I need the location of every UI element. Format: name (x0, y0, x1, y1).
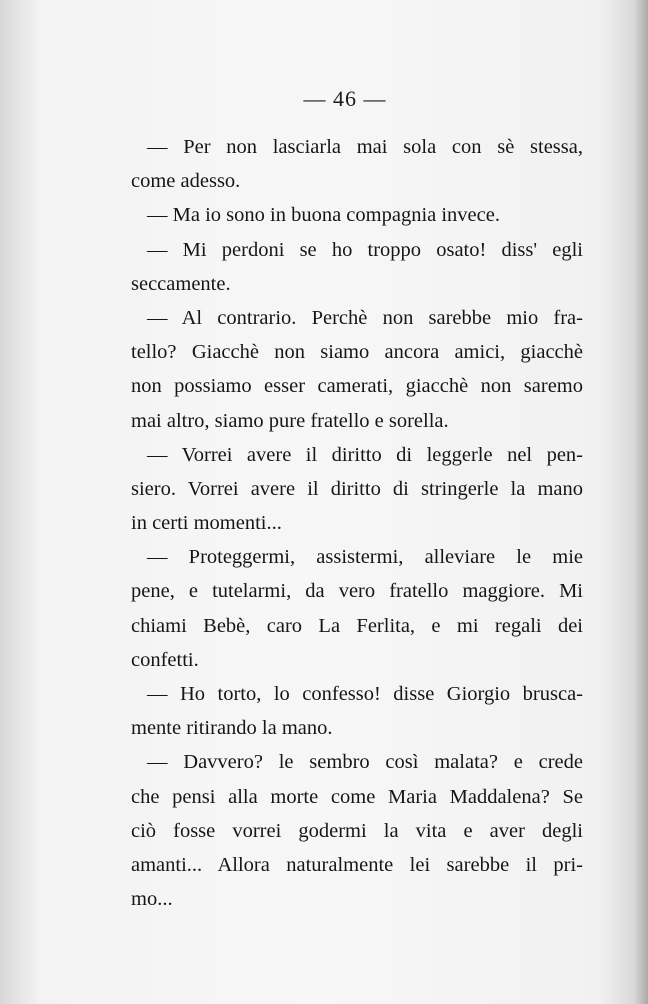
text-line: come adesso. (131, 170, 241, 193)
page-edge-shadow (634, 0, 648, 1004)
text-line: non possiamo esser camerati, giacchè non saremo (131, 375, 583, 398)
text-line: pene, e tutelarmi, da vero fratello maggiore. Mi (131, 580, 583, 603)
text-line: mai altro, siamo pure fratello e sorella. (131, 409, 449, 432)
text-line: — Proteggermi, assistermi, alleviare le mie (147, 546, 583, 569)
text-line: siero. Vorrei avere il diritto di stringerle la mano (131, 477, 583, 500)
text-line: ciò fosse vorrei godermi la vita e aver degli (131, 819, 583, 842)
text-line: mente ritirando la mano. (131, 717, 333, 740)
text-line: — Mi perdoni se ho troppo osato! diss' egli (147, 238, 583, 261)
text-line: confetti. (131, 648, 199, 671)
text-line: — Al contrario. Perchè non sarebbe mio fra- (147, 306, 583, 329)
text-line: — Vorrei avere il diritto di leggerle nel pen- (147, 443, 583, 466)
text-line: — Ho torto, lo confesso! disse Giorgio brusca- (147, 683, 583, 705)
text-line: — Per non lasciarla mai sola con sè stessa, (147, 136, 583, 158)
text-line: che pensi alla morte come Maria Maddalena? Se (131, 785, 583, 808)
text-line: — Davvero? le sembro così malata? e crede (147, 751, 583, 774)
text-line: chiami Bebè, caro La Ferlita, e mi regali dei (131, 614, 583, 637)
text-line: — Ma io sono in buona compagnia invece. (147, 204, 500, 227)
body-text (131, 130, 583, 916)
text-line: amanti... Allora naturalmente lei sarebbe il pri- (131, 853, 583, 876)
page-number: — 46 — (303, 86, 387, 111)
text-line: mo... (131, 888, 173, 911)
text-line: tello? Giacchè non siamo ancora amici, giacchè (131, 341, 583, 364)
text-line: seccamente. (131, 272, 231, 295)
text-line: in certi momenti... (131, 512, 282, 535)
